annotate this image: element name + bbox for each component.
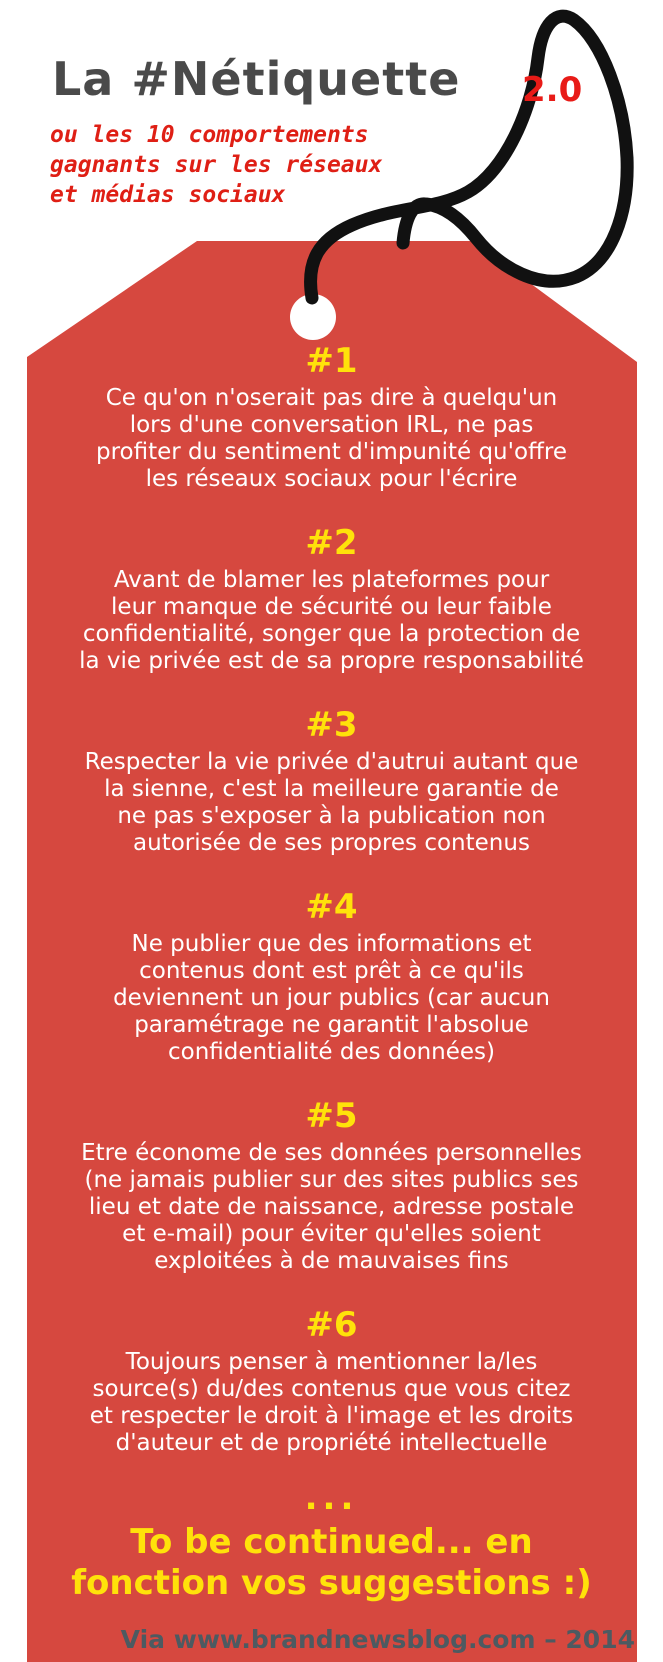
- continued-line: fonction vos suggestions :): [71, 1563, 592, 1603]
- rule-text-line: Etre économe de ses données personnelles: [81, 1140, 582, 1166]
- subtitle-line: ou les 10 comportements: [50, 122, 369, 148]
- rule-text: [34, 1349, 629, 1457]
- rule-text: [34, 931, 629, 1066]
- continued-line: To be continued... en: [130, 1522, 533, 1562]
- rule-section: [34, 706, 629, 857]
- rule-section: [34, 888, 629, 1066]
- rule-text-line: la vie privée est de sa propre responsabilité: [79, 648, 584, 674]
- subtitle-line: et médias sociaux: [50, 182, 286, 208]
- rule-text-line: et e-mail) pour éviter qu'elles soient: [122, 1221, 541, 1247]
- rule-number: #6: [305, 1305, 358, 1345]
- rules-list: [34, 342, 629, 1604]
- rule-text-line: Avant de blamer les plateformes pour: [113, 567, 550, 593]
- rule-text: [34, 749, 629, 857]
- rule-text-line: source(s) du/des contenus que vous citez: [92, 1376, 571, 1402]
- subtitle-line: gagnants sur les réseaux: [50, 152, 383, 178]
- rule-number: #5: [305, 1096, 358, 1136]
- rule-number: #1: [305, 341, 358, 381]
- source-credit: Via www.brandnewsblog.com – 2014: [120, 1625, 635, 1654]
- rule-text-line: autorisée de ses propres contenus: [133, 830, 530, 856]
- rule-text: [34, 385, 629, 493]
- rule-text-line: lors d'une conversation IRL, ne pas: [129, 412, 534, 438]
- rule-number: #2: [305, 523, 358, 563]
- rule-text-line: ne pas s'exposer à la publication non: [117, 803, 546, 829]
- rule-text-line: Ne publier que des informations et: [131, 931, 532, 957]
- rule-section: [34, 1097, 629, 1275]
- rule-text-line: lieu et date de naissance, adresse postale: [88, 1194, 575, 1220]
- rule-section: [34, 1306, 629, 1457]
- rule-text-line: exploitées à de mauvaises fins: [154, 1248, 509, 1274]
- rule-section: [34, 342, 629, 493]
- rules-host: [34, 342, 629, 1457]
- rule-text-line: les réseaux sociaux pour l'écrire: [145, 466, 518, 492]
- rule-text-line: deviennent un jour publics (car aucun: [113, 985, 550, 1011]
- rule-number: #3: [305, 705, 358, 745]
- version-badge: 2.0: [522, 70, 583, 110]
- rule-text-line: (ne jamais publier sur des sites publics ses: [84, 1167, 579, 1193]
- rule-number: #4: [305, 887, 358, 927]
- rule-text: [34, 1140, 629, 1275]
- rule-text-line: Respecter la vie privée d'autrui autant que: [84, 749, 579, 775]
- rule-text-line: Toujours penser à mentionner la/les: [125, 1349, 538, 1375]
- page-subtitle: [50, 120, 382, 210]
- rule-text: [34, 567, 629, 675]
- rule-text-line: d'auteur et de propriété intellectuelle: [115, 1430, 548, 1456]
- rule-text-line: Ce qu'on n'oserait pas dire à quelqu'un: [105, 385, 558, 411]
- rule-text-line: et respecter le droit à l'image et les droits: [89, 1403, 574, 1429]
- rule-text-line: leur manque de sécurité ou leur faible: [111, 594, 552, 620]
- rule-text-line: la sienne, c'est la meilleure garantie de: [104, 776, 559, 802]
- rule-text-line: paramétrage ne garantit l'absolue: [134, 1012, 529, 1038]
- page-title: La #Nétiquette: [52, 52, 461, 106]
- rule-section: [34, 524, 629, 675]
- continued-note: [34, 1522, 629, 1604]
- rule-text-line: confidentialité des données): [168, 1039, 495, 1065]
- ellipsis-separator: ...: [304, 1478, 359, 1518]
- rule-text-line: profiter du sentiment d'impunité qu'offre: [96, 439, 567, 465]
- rule-text-line: confidentialité, songer que la protection de: [82, 621, 581, 647]
- rule-text-line: contenus dont est prêt à ce qu'ils: [139, 958, 524, 984]
